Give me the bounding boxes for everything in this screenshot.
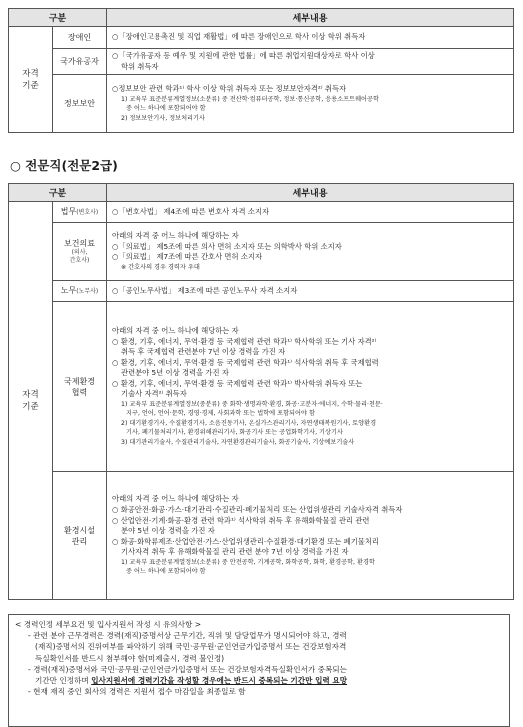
text-line: 기사자격 취득 후 유해화학물질 관리 관련 분야 7년 이상 경력을 가진 자 bbox=[121, 547, 349, 557]
row-labor-content bbox=[107, 281, 514, 302]
footnote-line: 중 어느 하나에 포함되어야 함 bbox=[126, 568, 206, 576]
text-line: 기술사 자격²⁾ 취득자 bbox=[121, 389, 187, 399]
group-label bbox=[9, 202, 53, 600]
text-line: 아래의 자격 중 어느 하나에 해당하는 자 bbox=[112, 230, 239, 240]
footnote-line: 1) 교육부 표준분류계열정보(소분류) 중 전산학·컴퓨터공학, 정보·통신공학, 응용소프트웨어공학 bbox=[121, 95, 379, 103]
notice-line: 득실확인서를 반드시 첨부해야 함(미제출시, 경력 불인정) bbox=[35, 653, 225, 663]
text-line: 취득 후 국제협력 관련분야 7년 이상 경력을 가진 자 bbox=[121, 347, 286, 357]
label-small: (의사, bbox=[71, 249, 88, 256]
text-line: 아래의 자격 중 어느 하나에 해당하는 자 bbox=[112, 325, 239, 335]
row-infosec-label: 정보보안 bbox=[53, 75, 107, 133]
notice-emphasis: 입사지원서에 경력기간을 작성할 경우에는 반드시 중복되는 기간만 입력 요망 bbox=[91, 676, 348, 686]
row-disabled-content bbox=[107, 27, 514, 49]
group-label-text: 자격 기준 bbox=[22, 389, 39, 412]
notice-text: 기간만 인정하며 bbox=[35, 676, 92, 686]
row-veteran-content bbox=[107, 49, 514, 75]
footnote-line: 1) 교육부 표준분류계열정보(소분류) 중 안전공학, 기계공학, 화학공학, 화학, 환경공학, 환경학 bbox=[121, 558, 375, 566]
text-line: ○ 환경, 기후, 에너지, 무역·환경 등 국제협력 관련 학과¹⁾ 박사학위 취득자 또는 bbox=[112, 378, 363, 388]
text-line: ○「국가유공자 등 예우 및 지원에 관한 법률」에 따른 취업지원대상자로 학사 이상 bbox=[112, 51, 375, 60]
text-line: 분야 5년 이상 경력을 가진 자 bbox=[121, 526, 215, 536]
label-text: 환경시설 관리 bbox=[64, 525, 95, 546]
label-text: 보건의료 bbox=[64, 239, 95, 248]
footnote-line: 기사, 폐기물처리기사, 환경위해관리기사, 화공기사 또는 공업화학기사, 기상기사 bbox=[126, 429, 343, 437]
row-labor-label bbox=[53, 281, 107, 302]
notice-line: - 현재 재직 중인 회사의 경력은 지원서 접수 마감일을 최종일로 함 bbox=[28, 687, 246, 697]
header-category: 구분 bbox=[9, 9, 107, 27]
footnote-line: 2) 대기환경기사, 수질환경기사, 소음진동기사, 온실가스관리기사, 자연생태복원기사, 토양환경 bbox=[121, 419, 377, 427]
notice-box bbox=[8, 614, 510, 727]
footnote-line: 3) 대기관리기술사, 수질관리기술사, 자연환경관리기술사, 화공기술사, 기상예보기술사 bbox=[121, 438, 355, 446]
label-text: 노무 bbox=[60, 286, 77, 295]
row-legal-label bbox=[53, 202, 107, 223]
notice-line: - 경력(재직)증명서와 국민·공무원·군인연금가입증명서 또는 건강보험자격득실확인서가 중복되는 bbox=[28, 664, 347, 674]
text-line: ○ 화공안전·화공·가스·대기관리·수질관리·폐기물처리 또는 산업위생관리 기술사자격 취득자 bbox=[112, 504, 403, 514]
group-label bbox=[9, 27, 53, 133]
row-health-label bbox=[53, 223, 107, 281]
text-line: ○정보보안 관련 학과¹⁾ 학사 이상 학위 취득자 또는 정보보안자격²⁾ 취득자 bbox=[112, 84, 347, 94]
row-infosec-content bbox=[107, 75, 514, 133]
label-text: 국제환경 협력 bbox=[64, 376, 95, 397]
notice-title: < 경력인정 세부요건 및 입사지원서 작성 시 유의사항 > bbox=[15, 620, 202, 629]
footnote-line: ※ 간호사의 경우 경력자 우대 bbox=[121, 263, 200, 271]
table-1 bbox=[8, 8, 514, 133]
row-facility-content bbox=[107, 472, 514, 600]
group-label-text: 자격 기준 bbox=[22, 68, 39, 91]
row-disabled-label: 장애인 bbox=[53, 27, 107, 49]
row-health-content bbox=[107, 223, 514, 281]
text-line: ○「장애인고용촉진 및 직업 재활법」에 따른 장애인으로 학사 이상 학위 취득자 bbox=[112, 32, 366, 42]
footnote-line: 중 어느 하나에 포함되어야 함 bbox=[126, 105, 206, 113]
label-small: (노무사) bbox=[76, 288, 99, 295]
footnote-line: 지구, 언어, 언어·문학, 경영·경제, 사회과학 또는 법학에 포함되어야 함 bbox=[126, 410, 315, 418]
table-2 bbox=[8, 183, 514, 600]
row-legal-content bbox=[107, 202, 514, 223]
text-line: 아래의 자격 중 어느 하나에 해당하는 자 bbox=[112, 494, 239, 504]
text-line: ○「변호사법」 제4조에 따른 변호사 자격 소지자 bbox=[112, 206, 270, 216]
header-details: 세부내용 bbox=[107, 184, 514, 202]
label-small: (변호사) bbox=[76, 209, 99, 216]
header-category: 구분 bbox=[9, 184, 107, 202]
label-text: 법무 bbox=[60, 207, 77, 216]
text-line: ○ 환경, 기후, 에너지, 무역·환경 등 국제협력 관련 학과¹⁾ 학사학위 또는 기사 자격²⁾ bbox=[112, 336, 377, 346]
text-line: ○ 화공·화학류제조·산업안전·가스·산업위생관리·수질환경·대기환경 또는 폐기물처리 bbox=[112, 536, 379, 546]
text-line: 관련분야 5년 이상 경력을 가진 자 bbox=[121, 368, 229, 378]
row-veteran-label: 국가유공자 bbox=[53, 49, 107, 75]
label-small: 간호사) bbox=[69, 257, 90, 264]
text-line: ○「의료법」 제5조에 따른 의사 면허 소지자 또는 의학박사 학위 소지자 bbox=[112, 241, 342, 251]
footnote-line: 2) 정보보안기사, 정보처리기사 bbox=[121, 114, 205, 122]
footnote-line: 1) 교육부 표준분류계열정보(중분류) 중 화학·생명과학·환경, 화공·고분자·에너지, 수학·물리·천문· bbox=[121, 401, 383, 409]
row-facility-label bbox=[53, 472, 107, 600]
row-intl-content bbox=[107, 302, 514, 472]
section-title: ○ 전문직(전문2급) bbox=[10, 158, 118, 173]
notice-line: - 관련 분야 근무경력은 경력(재직)증명서상 근무기간, 직위 및 담당업무가 명시되어야 하고, 경력 bbox=[28, 631, 347, 641]
row-intl-label bbox=[53, 302, 107, 472]
text-line: ○ 산업안전·기계·화공·환경 관련 학과¹⁾ 석사학위 취득 후 유해화학물질 관리 관련 bbox=[112, 515, 370, 525]
text-line: ○「공인노무사법」 제3조에 따른 공인노무사 자격 소지자 bbox=[112, 285, 298, 295]
text-line: ○ 환경, 기후, 에너지, 무역·환경 등 국제협력 관련 학과¹⁾ 석사학위 취득 후 국제협력 bbox=[112, 357, 379, 367]
notice-line: (재직)증명서의 진위여부를 파악하기 위해 국민·공무원·군인연금가입증명서 또는 건강보험자격 bbox=[35, 642, 347, 652]
header-details: 세부내용 bbox=[107, 9, 514, 27]
notice-line bbox=[15, 675, 503, 686]
text-line: 학위 취득자 bbox=[121, 61, 159, 71]
text-line: ○「의료법」 제7조에 따른 간호사 면허 소지자 bbox=[112, 252, 262, 262]
